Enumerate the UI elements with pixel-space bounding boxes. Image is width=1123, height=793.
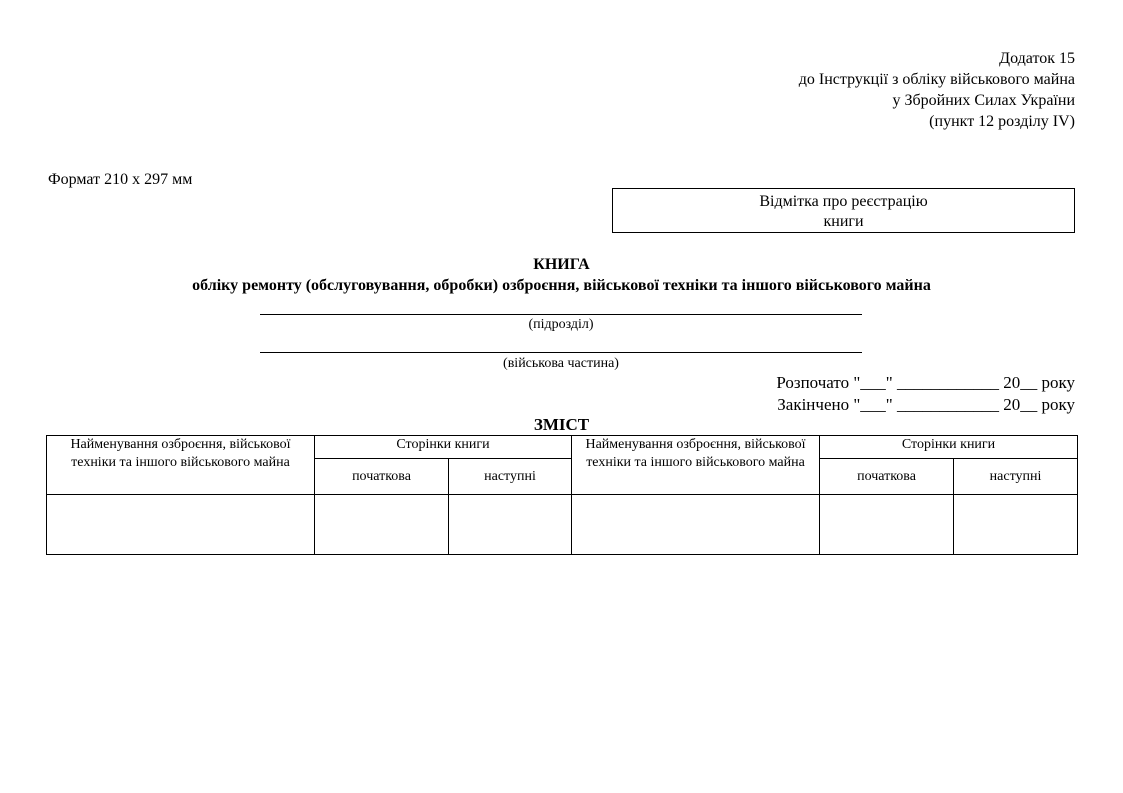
started-date: Розпочато "___" ____________ 20__ року [776,373,1075,392]
annex-instruction: до Інструкції з обліку військового майна [798,71,1075,88]
right-name-header: Найменування озброєння, військової техніки та іншого військового майна [572,436,820,495]
left-initial-page-header: початкова [315,459,449,495]
subdivision-line [260,314,862,315]
right-name-cell[interactable] [572,495,820,555]
annex-number: Додаток 15 [999,50,1075,67]
left-pages-header: Сторінки книги [315,436,572,459]
dates-block [776,372,1075,416]
finished-date: Закінчено "___" ____________ 20__ року [777,395,1075,414]
table-row [47,495,1078,555]
annex-reference [655,48,1075,132]
left-initial-page-cell[interactable] [315,495,449,555]
right-pages-header: Сторінки книги [820,436,1078,459]
annex-clause: (пункт 12 розділу IV) [929,113,1075,130]
left-next-pages-header: наступні [449,459,572,495]
registration-line-2: книги [823,213,864,230]
contents-table [46,435,1078,555]
left-name-cell[interactable] [47,495,315,555]
military-unit-caption: (військова частина) [503,356,619,371]
left-next-pages-cell[interactable] [449,495,572,555]
book-title: КНИГА [533,256,590,273]
contents-title: ЗМІСТ [533,415,590,434]
right-initial-page-header: початкова [820,459,954,495]
right-next-pages-cell[interactable] [954,495,1078,555]
left-name-header: Найменування озброєння, військової техніки та іншого військового майна [47,436,315,495]
registration-box [612,188,1075,233]
military-unit-line [260,352,862,353]
registration-line-1: Відмітка про реєстрацію [759,193,928,210]
right-initial-page-cell[interactable] [820,495,954,555]
book-subtitle: обліку ремонту (обслуговування, обробки) озброєння, військової техніки та іншого військового майна [192,277,931,294]
annex-armed-forces: у Збройних Силах України [892,92,1075,109]
subdivision-caption: (підрозділ) [528,317,594,332]
format-label: Формат 210 х 297 мм [48,171,193,188]
right-next-pages-header: наступні [954,459,1078,495]
